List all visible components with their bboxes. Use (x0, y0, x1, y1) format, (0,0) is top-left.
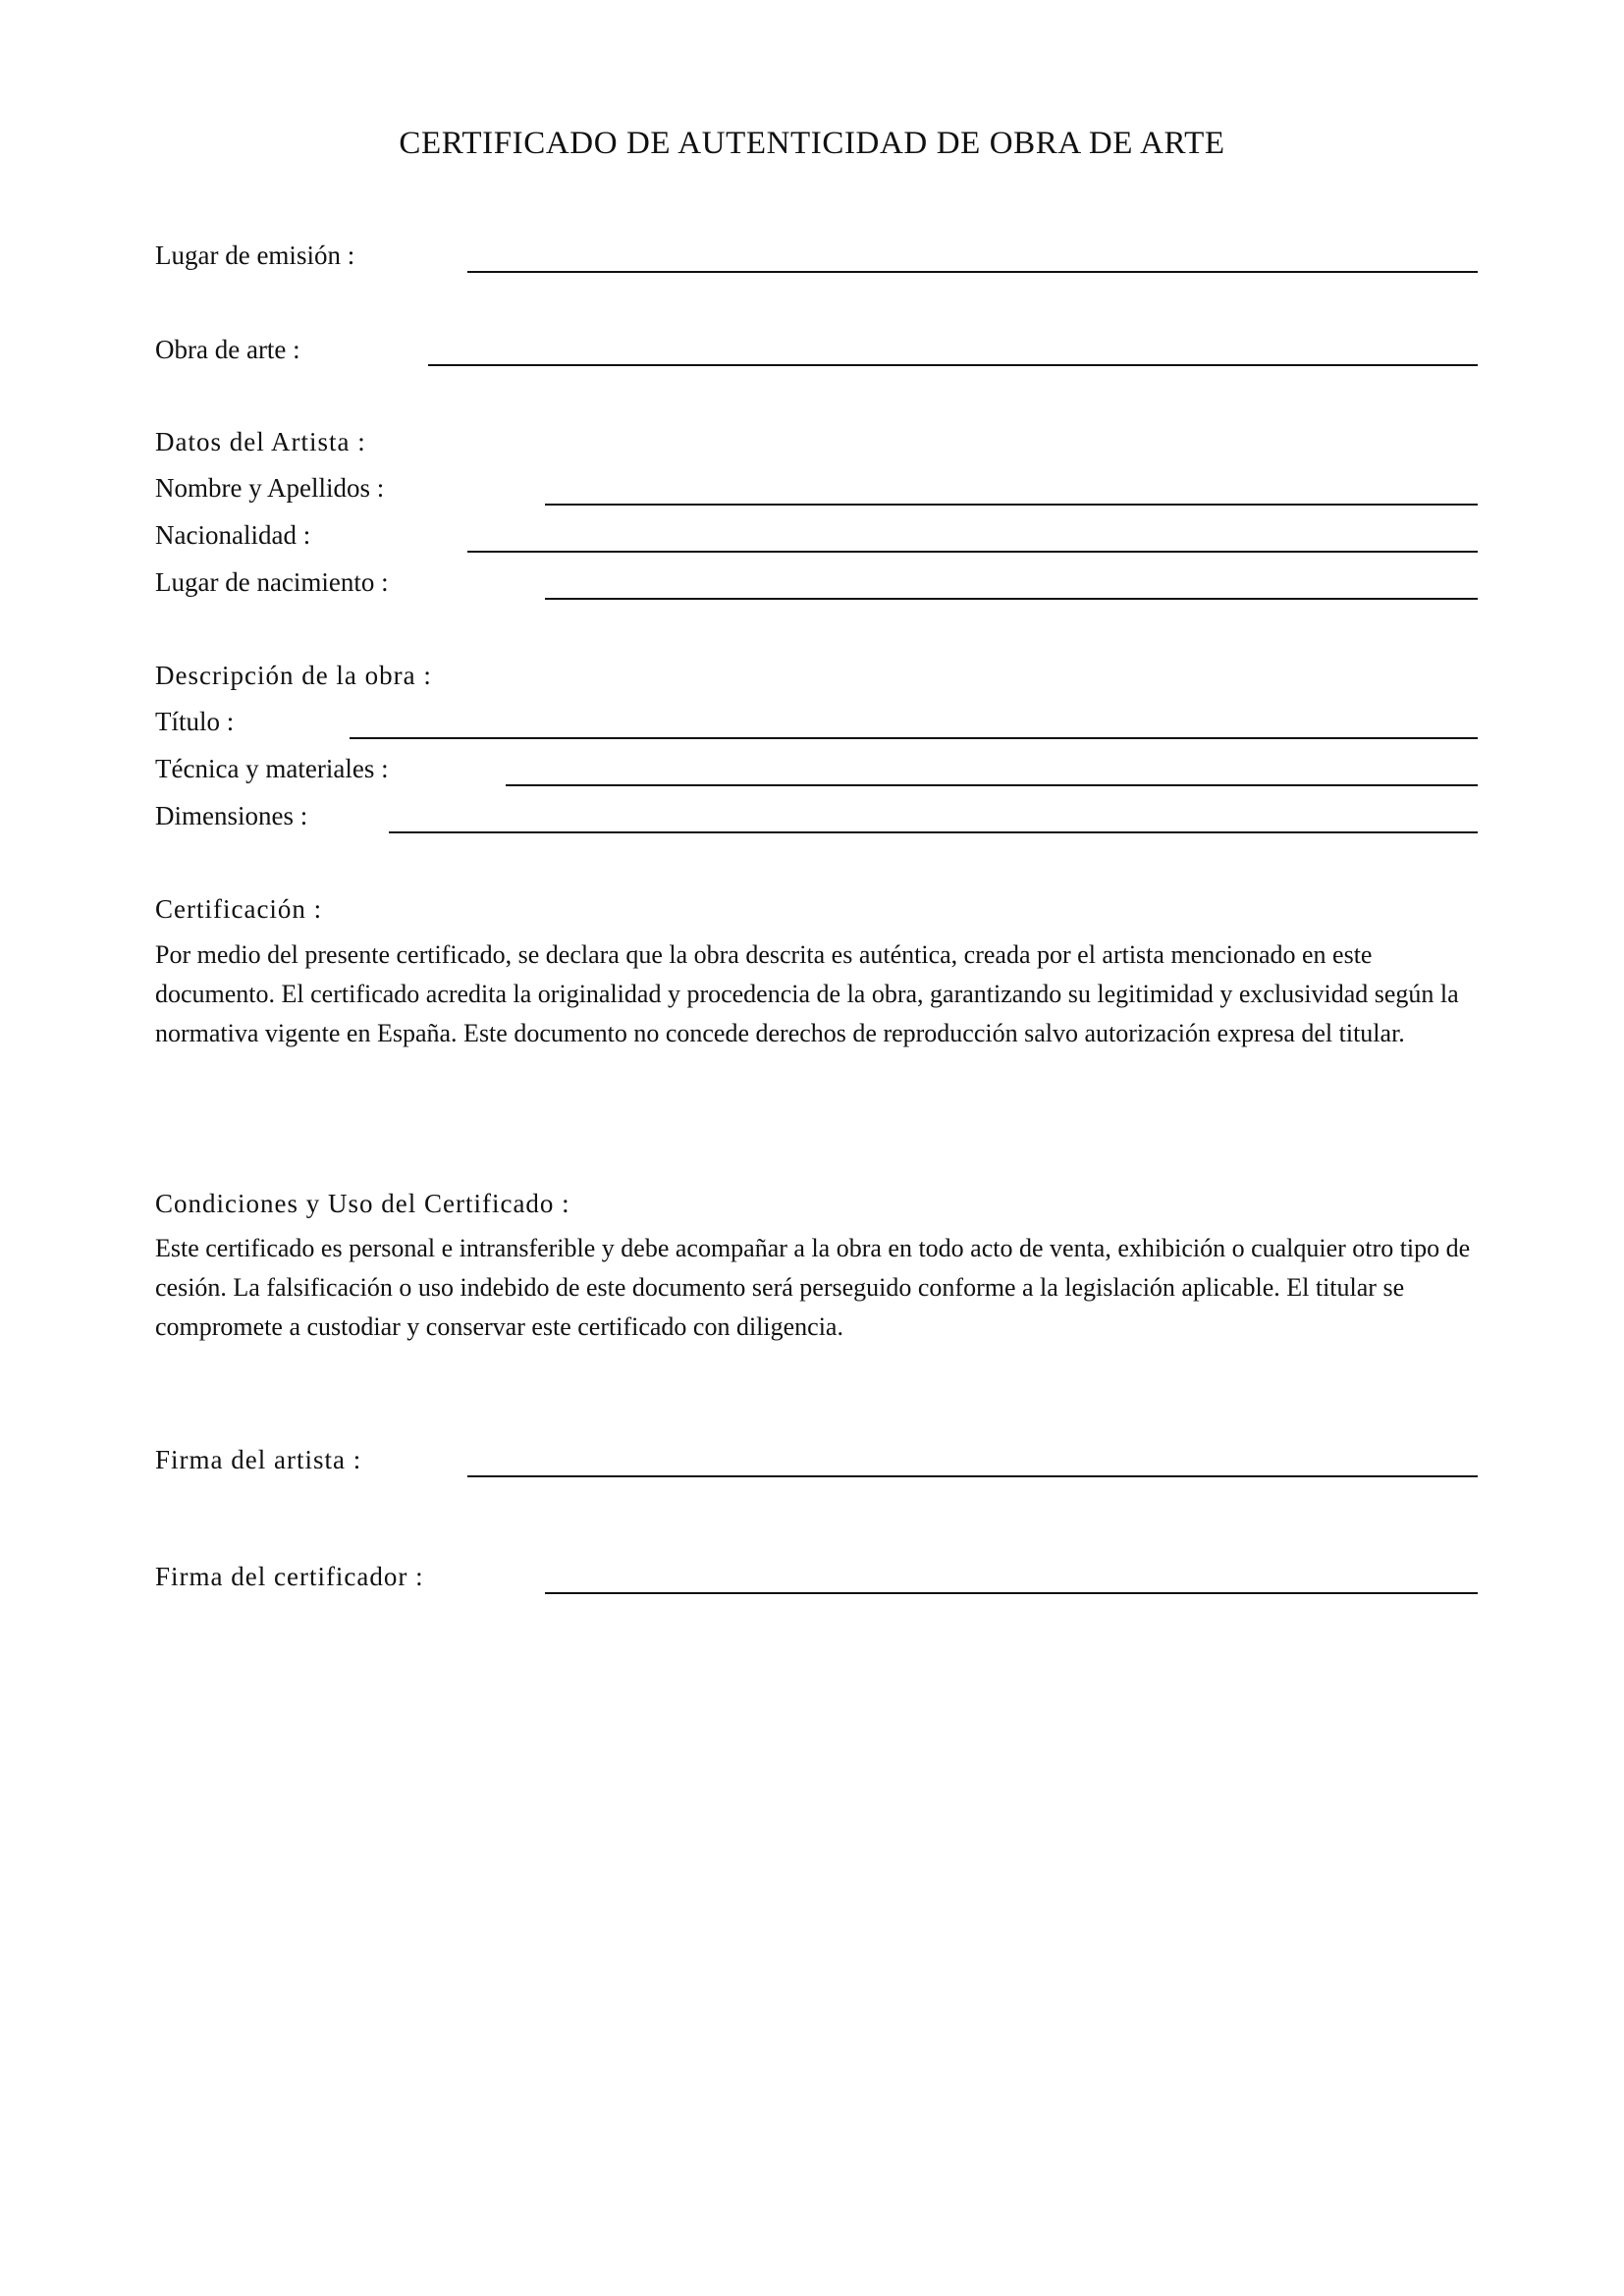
datos-artista-heading: Datos del Artista : (155, 427, 366, 456)
nombre-apellidos-label: Nombre y Apellidos : (155, 473, 385, 503)
firma-certificador-label: Firma del certificador : (155, 1562, 424, 1591)
lugar-emision-line[interactable] (467, 271, 1478, 273)
descripcion-obra-heading: Descripción de la obra : (155, 661, 432, 690)
nacionalidad-line[interactable] (467, 551, 1478, 553)
condiciones-heading: Condiciones y Uso del Certificado : (155, 1189, 570, 1218)
lugar-emision-label: Lugar de emisión : (155, 240, 355, 270)
obra-de-arte-label: Obra de arte : (155, 335, 300, 364)
nombre-apellidos-line[interactable] (545, 504, 1478, 506)
nacionalidad-label: Nacionalidad : (155, 520, 311, 550)
lugar-nacimiento-label: Lugar de nacimiento : (155, 567, 389, 597)
dimensiones-line[interactable] (389, 831, 1478, 833)
firma-artista-line[interactable] (467, 1475, 1478, 1477)
certificacion-heading: Certificación : (155, 894, 323, 924)
dimensiones-label: Dimensiones : (155, 801, 308, 830)
condiciones-text: Este certificado es personal e intransferible y debe acompañar a la obra en todo acto de venta, exhibición o cualquier otro tipo de cesión. La falsificación o uso indebido de este documento será perseguido conforme a la legislación aplicable. El titular se compromete a custodiar y conservar este certificado con diligencia. (155, 1234, 1471, 1341)
obra-de-arte-line[interactable] (428, 364, 1478, 366)
titulo-line[interactable] (350, 737, 1478, 739)
firma-artista-label: Firma del artista : (155, 1445, 362, 1474)
tecnica-materiales-label: Técnica y materiales : (155, 754, 389, 783)
lugar-nacimiento-line[interactable] (545, 598, 1478, 600)
titulo-label: Título : (155, 707, 235, 736)
document-title: CERTIFICADO DE AUTENTICIDAD DE OBRA DE ARTE (399, 126, 1225, 161)
certificacion-text: Por medio del presente certificado, se declara que la obra descrita es auténtica, creada por el artista mencionado en este documento. El certificado acredita la originalidad y procedencia de la obra, garantizando su legitimidad y exclusividad según la normativa vigente en España. Este documento no concede derechos de reproducción salvo autorización expresa del titular. (155, 940, 1459, 1047)
tecnica-materiales-line[interactable] (506, 784, 1478, 786)
firma-certificador-line[interactable] (545, 1592, 1478, 1594)
